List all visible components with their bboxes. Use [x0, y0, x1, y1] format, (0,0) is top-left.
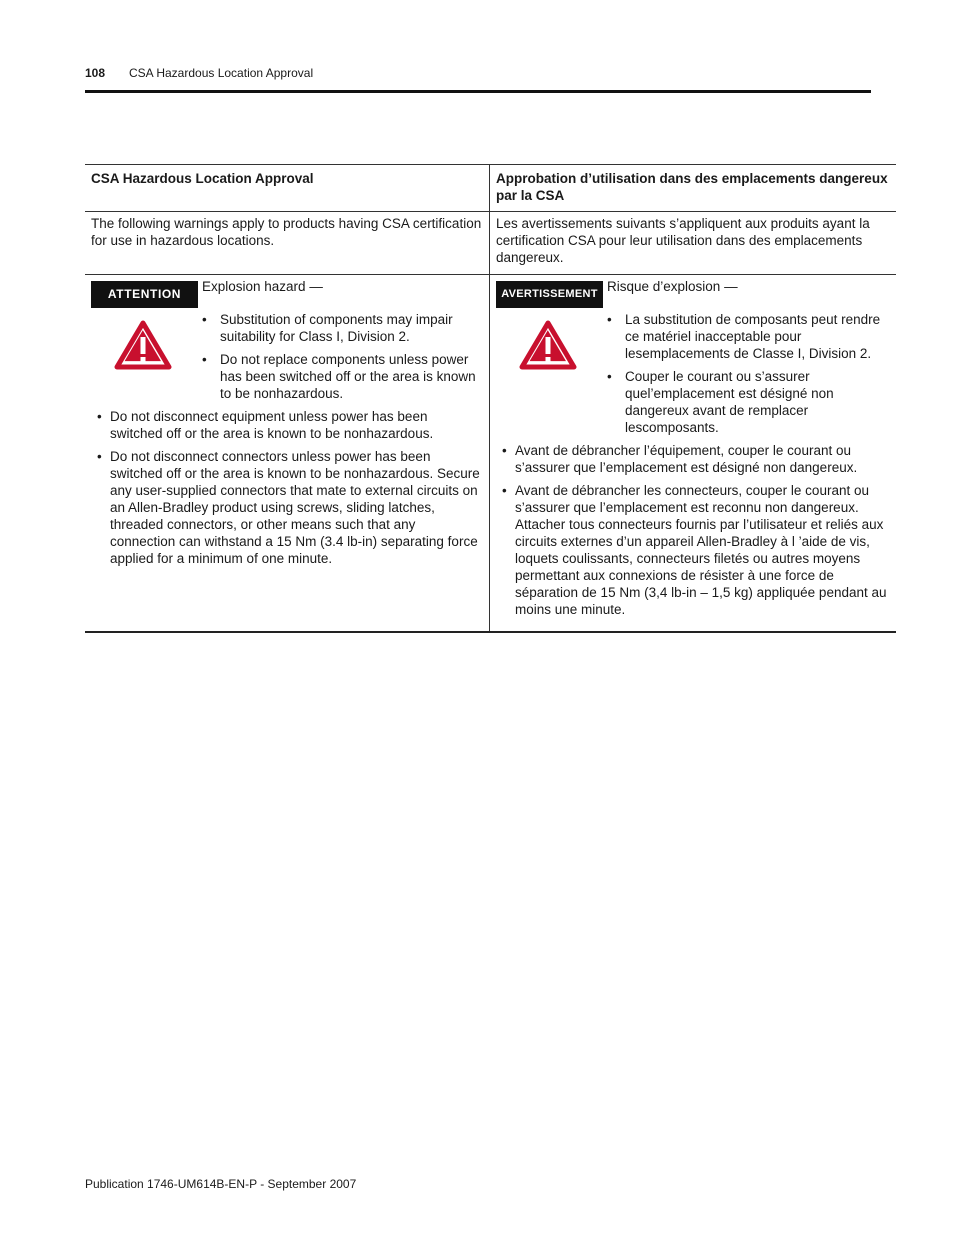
attention-badge: ATTENTION: [91, 281, 198, 308]
warning-sub-item: • Substitution of components may impair suitability for Class I, Division 2.: [202, 312, 453, 344]
warning-sub-item: • Couper le courant ou s’assurer quel’emplacement est désigné non dangereux avant de remplacer lescomposants.: [607, 369, 834, 435]
list-item: • Avant de débrancher l’équipement, couper le courant ou s’assurer que l’emplacement est désigné non dangereux.: [502, 443, 858, 475]
warning-title: Risque d’explosion —: [607, 279, 738, 294]
avertissement-block: [496, 278, 890, 436]
page-header: [85, 66, 871, 93]
warning-row: [85, 275, 896, 633]
right-heading: Approbation d’utilisation dans des emplacements dangereux par la CSA: [490, 165, 897, 212]
warning-bullets: [91, 408, 483, 567]
warning-triangle-icon: [114, 320, 172, 370]
running-title: CSA Hazardous Location Approval: [129, 66, 314, 80]
left-intro: The following warnings apply to products having CSA certification for use in hazardous locations.: [85, 212, 490, 275]
approval-table: [85, 164, 896, 633]
warning-triangle-icon: [519, 320, 577, 370]
list-item: • Do not disconnect equipment unless power has been switched off or the area is known to be nonhazardous.: [97, 409, 434, 441]
right-warning-cell: [490, 275, 897, 633]
intro-row: [85, 212, 896, 275]
attention-text: [202, 278, 483, 402]
warning-bullets: [496, 442, 890, 618]
publication-footer: Publication 1746-UM614B-EN-P - September 2007: [85, 1177, 357, 1191]
warning-sub-item: • La substitution de composants peut rendre ce matériel inacceptable pour lesemplacements de Classe I, Division 2.: [607, 312, 881, 361]
left-warning-cell: [85, 275, 490, 633]
warning-sub-item: • Do not replace components unless power has been switched off or the area is known to be nonhazardous.: [202, 352, 476, 401]
page-number: 108: [85, 66, 106, 80]
attention-block: [91, 278, 483, 402]
left-heading: CSA Hazardous Location Approval: [85, 165, 490, 212]
warning-title: Explosion hazard —: [202, 279, 323, 294]
list-item: • Do not disconnect connectors unless power has been switched off or the area is known to be nonhazardous. Secure any user-supplied connectors that mate to external circuits on an Allen-Bradley product using screws, sliding latches, threaded connectors, or other means such that any connection can withstand a 15 Nm (3.4 lb-in) separating force applied for a minimum of one minute.: [97, 449, 480, 566]
right-intro: Les avertissements suivants s’appliquent aux produits ayant la certification CSA pour leur utilisation dans des emplacements dangereux.: [490, 212, 897, 275]
avertissement-text: [607, 278, 890, 436]
list-item: • Avant de débrancher les connecteurs, couper le courant ou s’assurer que l’emplacement est reconnu non dangereux. Attacher tous connecteurs fournis par l’utilisateur et reliés aux circuits externes d’un appareil Allen-Bradley à l ’aide de vis, loquets coulissants, connecteurs filetés ou autres moyens permettant aux connexions de résister à une force de séparation de 15 Nm (3,4 lb-in – 1,5 kg) appliquée pendant au moins une minute.: [502, 483, 887, 617]
avertissement-badge: AVERTISSEMENT: [496, 281, 603, 308]
table-header-row: [85, 165, 896, 212]
